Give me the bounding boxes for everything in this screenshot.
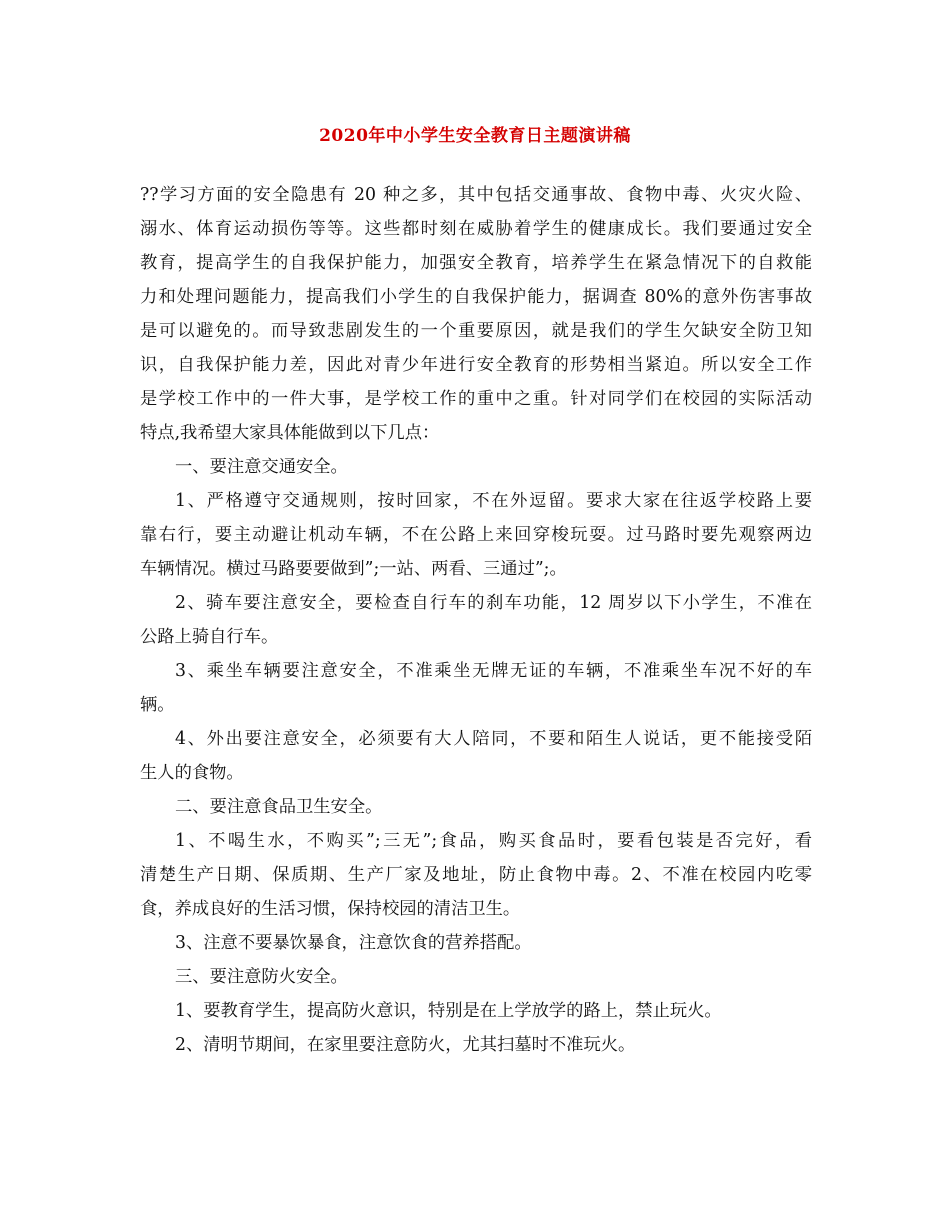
section-heading: 二、要注意食品卫生安全。 [175, 797, 383, 817]
body-line: 1、要教育学生，提高防火意识，特别是在上学放学的路上，禁止玩火。 [175, 1001, 722, 1021]
body-line: 2、骑车要注意安全，要检查自行车的刹车功能，12 周岁以下小学生，不准在 [175, 593, 812, 613]
body-line: 辆。 [140, 695, 175, 715]
document-title: 2020年中小学生安全教育日主题演讲稿 [319, 126, 631, 146]
body-line: 溺水、体育运动损伤等等。这些都时刻在威胁着学生的健康成长。我们要通过安全 [140, 219, 812, 239]
section-heading: 三、要注意防火安全。 [175, 967, 348, 987]
body-line: 2、清明节期间，在家里要注意防火，尤其扫墓时不准玩火。 [175, 1035, 636, 1055]
body-line: 清楚生产日期、保质期、生产厂家及地址，防止食物中毒。2、不准在校园内吃零 [140, 865, 812, 885]
body-line: 3、注意不要暴饮暴食，注意饮食的营养搭配。 [175, 933, 532, 953]
body-line: 1、严格遵守交通规则，按时回家，不在外逗留。要求大家在往返学校路上要 [175, 491, 812, 511]
body-line: 车辆情况。横过马路要要做到”;一站、两看、三通过”;。 [140, 559, 567, 579]
body-line: 3、乘坐车辆要注意安全，不准乘坐无牌无证的车辆，不准乘坐车况不好的车 [175, 661, 812, 681]
body-line: 力和处理问题能力，提高我们小学生的自我保护能力，据调查 80%的意外伤害事故 [140, 287, 812, 307]
body-line: 靠右行，要主动避让机动车辆，不在公路上来回穿梭玩耍。过马路时要先观察两边 [140, 525, 812, 545]
document-body [140, 178, 812, 1062]
body-line: 食，养成良好的生活习惯，保持校园的清洁卫生。 [140, 899, 521, 919]
body-line: 是可以避免的。而导致悲剧发生的一个重要原因，就是我们的学生欠缺安全防卫知 [140, 321, 812, 341]
body-line: 生人的食物。 [140, 763, 244, 783]
body-line: 4、外出要注意安全，必须要有大人陪同，不要和陌生人说话，更不能接受陌 [175, 729, 812, 749]
body-line: 特点,我希望大家具体能做到以下几点： [140, 423, 440, 443]
body-line: 公路上骑自行车。 [140, 627, 279, 647]
body-line: 识，自我保护能力差，因此对青少年进行安全教育的形势相当紧迫。所以安全工作 [140, 355, 812, 375]
body-line: 教育，提高学生的自我保护能力，加强安全教育，培养学生在紧急情况下的自救能 [140, 253, 812, 273]
body-line: 1、不喝生水，不购买”;三无”;食品，购买食品时，要看包装是否完好，看 [175, 831, 812, 851]
body-line: 是学校工作中的一件大事，是学校工作的重中之重。针对同学们在校园的实际活动 [140, 389, 812, 409]
section-heading: 一、要注意交通安全。 [175, 457, 348, 477]
body-line: ??学习方面的安全隐患有 20 种之多，其中包括交通事故、食物中毒、火灾火险、 [140, 185, 812, 205]
